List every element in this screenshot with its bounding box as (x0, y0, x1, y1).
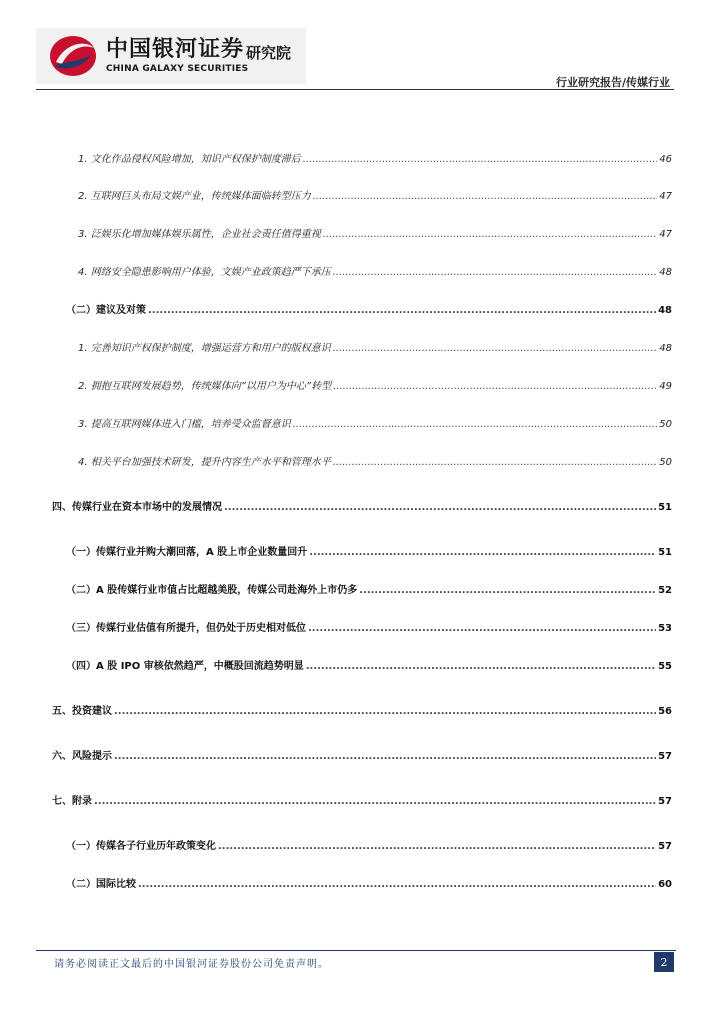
toc-entry-title: （四）A 股 IPO 审核依然趋严，中概股回流趋势明显 (66, 661, 304, 672)
toc-entry[interactable] (66, 619, 672, 635)
toc-dot-leader (333, 381, 657, 392)
toc-dot-leader (313, 191, 658, 202)
toc-entry-page: 52 (658, 585, 672, 596)
toc-entry[interactable] (78, 377, 672, 393)
toc-entry-page: 55 (658, 661, 672, 672)
toc-entry-title: 4. 相关平台加强技术研发，提升内容生产水平和管理水平 (78, 457, 331, 468)
toc-entry[interactable] (66, 657, 672, 673)
toc-entry[interactable] (78, 415, 672, 431)
toc-dot-leader (359, 585, 656, 596)
toc-entry-title: 七、附录 (52, 796, 92, 807)
toc-dot-leader (333, 267, 658, 278)
toc-entry-title: （一）传媒行业并购大潮回落，A 股上市企业数量回升 (66, 547, 308, 558)
galaxy-logo-icon (48, 32, 98, 80)
toc-entry-title: 五、投资建议 (52, 706, 112, 717)
toc-entry-page: 56 (658, 706, 672, 717)
toc-dot-leader (114, 751, 656, 762)
toc-dot-leader (138, 879, 656, 890)
toc-entry[interactable] (52, 702, 672, 718)
toc-entry[interactable] (52, 747, 672, 763)
toc-entry-title: （二）建议及对策 (66, 305, 146, 316)
toc-dot-leader (218, 841, 656, 852)
toc-entry-page: 60 (658, 879, 672, 890)
toc-entry-title: 4. 网络安全隐患影响用户体验，文娱产业政策趋严下承压 (78, 267, 331, 278)
toc-dot-leader (303, 154, 658, 165)
logo-institute-name: 研究院 (246, 44, 292, 62)
report-category: 行业研究报告/传媒行业 (555, 76, 670, 89)
toc-entry-title: 四、传媒行业在资本市场中的发展情况 (52, 502, 222, 513)
toc-entry-page: 47 (659, 191, 672, 202)
toc-entry-page: 48 (659, 267, 672, 278)
header-divider (36, 89, 674, 90)
toc-entry[interactable] (66, 581, 672, 597)
toc-entry[interactable] (78, 263, 672, 279)
toc-dot-leader (224, 502, 656, 513)
toc-entry-page: 57 (658, 751, 672, 762)
toc-dot-leader (333, 457, 658, 468)
toc-entry-title: 3. 提高互联网媒体进入门槛，培养受众监督意识 (78, 419, 291, 430)
toc-entry-title: 2. 互联网巨头布局文娱产业，传统媒体面临转型压力 (78, 191, 311, 202)
toc-entry[interactable] (52, 498, 672, 514)
toc-entry-page: 49 (659, 381, 672, 392)
toc-entry[interactable] (78, 150, 672, 166)
logo-chinese-name: 中国银河证券 (106, 37, 245, 62)
toc-entry[interactable] (78, 187, 672, 203)
toc-dot-leader (148, 305, 656, 316)
toc-dot-leader (309, 547, 656, 558)
footer-disclaimer: 请务必阅读正文最后的中国银河证券股份公司免责声明。 (54, 959, 329, 970)
toc-entry-page: 48 (659, 343, 672, 354)
footer-divider (36, 950, 676, 951)
toc-entry-title: （三）传媒行业估值有所提升，但仍处于历史相对低位 (66, 623, 306, 634)
toc-entry-page: 53 (658, 623, 672, 634)
toc-entry-page: 47 (659, 229, 672, 240)
toc-dot-leader (293, 419, 658, 430)
toc-entry[interactable] (78, 453, 672, 469)
toc-entry[interactable] (66, 837, 672, 853)
toc-entry-title: （一）传媒各子行业历年政策变化 (66, 841, 216, 852)
toc-entry[interactable] (66, 875, 672, 891)
page-header (0, 0, 724, 92)
toc-entry-page: 51 (658, 502, 672, 513)
toc-entry-title: （二）国际比较 (66, 879, 136, 890)
logo-english-name: CHINA GALAXY SECURITIES (106, 64, 249, 74)
toc-entry-page: 46 (659, 154, 672, 165)
toc-entry-page: 50 (659, 457, 672, 468)
toc-entry-title: 1. 文化作品侵权风险增加，知识产权保护制度滞后 (78, 154, 301, 165)
toc-entry-title: 2. 拥抱互联网发展趋势，传统媒体向”以用户为中心”转型 (78, 381, 332, 392)
toc-entry-page: 51 (658, 547, 672, 558)
toc-dot-leader (308, 623, 656, 634)
toc-entry-title: （二）A 股传媒行业市值占比超越美股，传媒公司赴海外上市仍多 (66, 585, 358, 596)
toc-entry[interactable] (66, 543, 672, 559)
toc-dot-leader (94, 796, 656, 807)
toc-entry[interactable] (78, 339, 672, 355)
toc-entry-title: 1. 完善知识产权保护制度，增强运营方和用户的版权意识 (78, 343, 331, 354)
company-logo (36, 28, 306, 84)
toc-entry-title: 3. 泛娱乐化增加媒体娱乐属性，企业社会责任值得重视 (78, 229, 321, 240)
toc-dot-leader (333, 343, 658, 354)
toc-dot-leader (306, 661, 656, 672)
toc-dot-leader (323, 229, 658, 240)
toc-entry-page: 48 (658, 305, 672, 316)
toc-dot-leader (114, 706, 656, 717)
toc-entry[interactable] (52, 792, 672, 808)
toc-entry-page: 57 (658, 841, 672, 852)
toc-entry[interactable] (78, 225, 672, 241)
toc-entry[interactable] (66, 301, 672, 317)
toc-entry-page: 57 (658, 796, 672, 807)
toc-entry-page: 50 (659, 419, 672, 430)
toc-entry-title: 六、风险提示 (52, 751, 112, 762)
page-number: 2 (654, 952, 674, 972)
